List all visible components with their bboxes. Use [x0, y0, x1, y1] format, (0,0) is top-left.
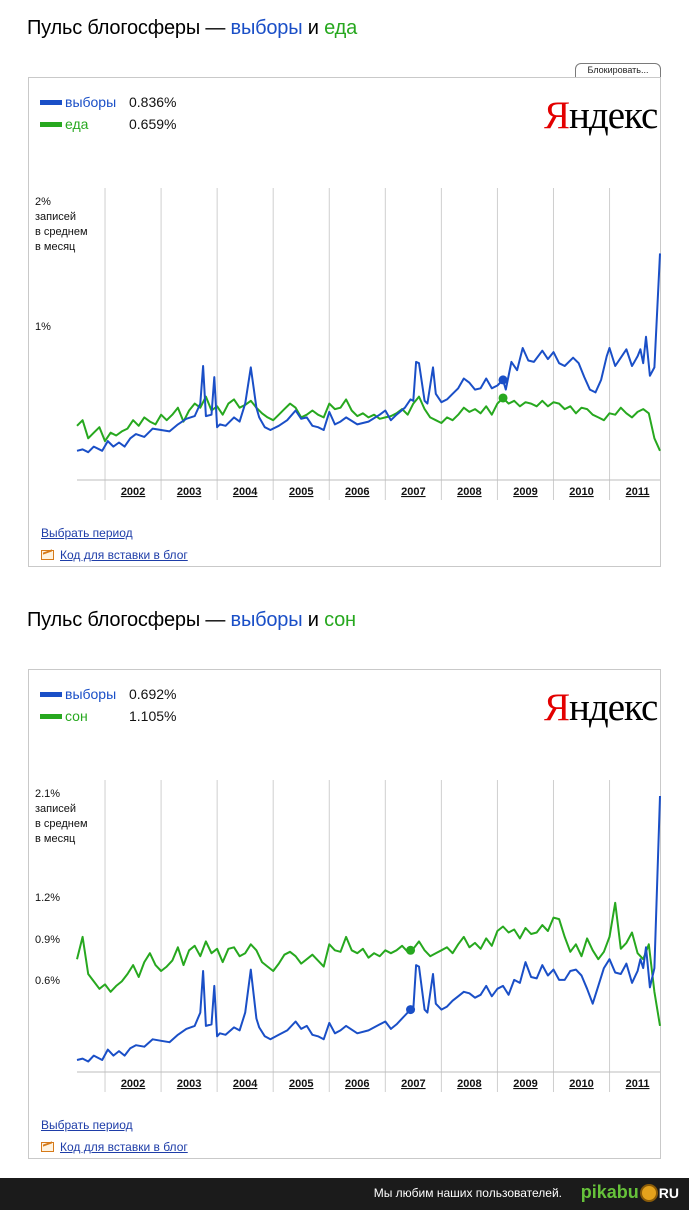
- x-tick-label[interactable]: 2002: [120, 486, 146, 498]
- series-marker[interactable]: [406, 1005, 415, 1014]
- legend-value-a: 0.692%: [129, 686, 177, 702]
- legend-value-a: 0.836%: [129, 94, 177, 110]
- chart-title-2: [27, 609, 356, 632]
- logo-rest: ндекс: [569, 94, 658, 137]
- series-marker[interactable]: [499, 393, 508, 402]
- legend-name-a: выборы: [65, 94, 117, 110]
- yandex-logo: [544, 686, 657, 730]
- y-tick-label: 1%: [35, 321, 51, 333]
- logo-text-right: RU: [658, 1184, 679, 1201]
- chart-panel-1: [28, 77, 661, 567]
- x-tick-label[interactable]: 2008: [457, 486, 482, 498]
- x-tick-label[interactable]: 2004: [232, 486, 258, 498]
- chart-title-1: [27, 17, 357, 40]
- y-tick-label: 1.2%: [35, 892, 61, 904]
- x-tick-label[interactable]: 2009: [513, 486, 538, 498]
- logo-text-left: pikabu: [580, 1182, 639, 1202]
- x-tick-label[interactable]: 2011: [625, 486, 650, 498]
- x-tick-label[interactable]: 2008: [457, 1078, 482, 1090]
- x-tick-label[interactable]: 2002: [120, 1078, 146, 1090]
- y-tick-label: 0.6%: [35, 975, 61, 987]
- legend-item-b: [40, 705, 176, 727]
- legend-name-a: выборы: [65, 686, 117, 702]
- logo-first-letter: Я: [544, 686, 570, 729]
- x-tick-label[interactable]: 2003: [176, 486, 202, 498]
- title-prefix: Пульс блогосферы —: [27, 609, 231, 631]
- embed-code-label: Код для вставки в блог: [60, 1140, 188, 1154]
- title-conj: и: [302, 609, 325, 631]
- series-line: [77, 253, 660, 452]
- title-term-a: выборы: [230, 609, 303, 631]
- chart-image-icon: [41, 550, 54, 560]
- x-tick-label[interactable]: 2011: [625, 1078, 650, 1090]
- x-tick-label[interactable]: 2005: [288, 1078, 314, 1090]
- title-term-b: еда: [324, 17, 357, 39]
- chart-image-icon: [41, 1142, 54, 1152]
- select-period-link[interactable]: Выбрать период: [41, 1118, 133, 1132]
- title-conj: и: [302, 17, 325, 39]
- x-tick-label[interactable]: 2005: [288, 486, 314, 498]
- line-chart-2: [29, 670, 662, 1160]
- legend-2: [40, 683, 176, 727]
- series-line: [77, 903, 660, 1026]
- block-button[interactable]: Блокировать...: [575, 63, 661, 78]
- series-line: [77, 796, 660, 1062]
- x-tick-label[interactable]: 2009: [513, 1078, 538, 1090]
- y-tick-label: 0.9%: [35, 934, 61, 946]
- yandex-logo: [544, 94, 657, 138]
- x-tick-label[interactable]: 2003: [176, 1078, 202, 1090]
- series-line: [77, 397, 660, 451]
- footer-tagline: Мы любим наших пользователей.: [373, 1186, 562, 1200]
- line-chart-1: [29, 78, 662, 568]
- x-tick-label[interactable]: 2010: [569, 1078, 594, 1090]
- x-tick-label[interactable]: 2006: [345, 1078, 370, 1090]
- y-axis-label: 2% записей в среднем в месяц: [35, 196, 88, 253]
- legend-swatch-b: [40, 122, 62, 127]
- embed-code-label: Код для вставки в блог: [60, 548, 188, 562]
- coin-icon: [640, 1184, 658, 1202]
- x-tick-label[interactable]: 2006: [345, 486, 370, 498]
- title-term-b: сон: [324, 609, 356, 631]
- select-period-link[interactable]: Выбрать период: [41, 526, 133, 540]
- legend-name-b: еда: [65, 116, 89, 132]
- legend-item-a: [40, 683, 176, 705]
- legend-item-b: [40, 113, 176, 135]
- embed-code-link[interactable]: [41, 1140, 188, 1154]
- logo-rest: ндекс: [569, 686, 658, 729]
- x-tick-label[interactable]: 2004: [232, 1078, 258, 1090]
- pikabu-logo[interactable]: [581, 1182, 679, 1203]
- site-footer: [0, 1178, 689, 1210]
- x-tick-label[interactable]: 2010: [569, 486, 594, 498]
- legend-swatch-b: [40, 714, 62, 719]
- chart-panel-2: [28, 669, 661, 1159]
- series-marker[interactable]: [499, 375, 508, 384]
- y-axis-label: 2.1% записей в среднем в месяц: [35, 788, 88, 845]
- title-prefix: Пульс блогосферы —: [27, 17, 231, 39]
- legend-1: [40, 91, 176, 135]
- legend-value-b: 1.105%: [129, 708, 177, 724]
- legend-value-b: 0.659%: [129, 116, 177, 132]
- logo-first-letter: Я: [544, 94, 570, 137]
- x-tick-label[interactable]: 2007: [401, 486, 426, 498]
- embed-code-link[interactable]: [41, 548, 188, 562]
- title-term-a: выборы: [230, 17, 303, 39]
- legend-swatch-a: [40, 692, 62, 697]
- legend-name-b: сон: [65, 708, 88, 724]
- legend-item-a: [40, 91, 176, 113]
- x-tick-label[interactable]: 2007: [401, 1078, 426, 1090]
- series-marker[interactable]: [406, 946, 415, 955]
- legend-swatch-a: [40, 100, 62, 105]
